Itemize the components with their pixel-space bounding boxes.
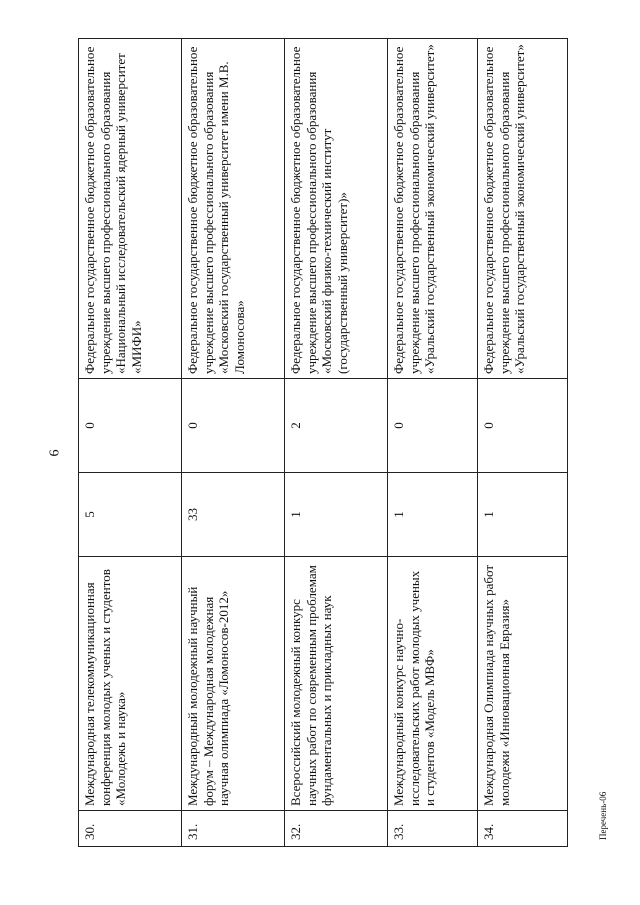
event-name: Международная Олимпиада научных работ молодежи «Инновационная Евразия» [478,557,568,811]
event-name: Международная телекоммуникационная конференция молодых ученых и студентов «Молодежь и наука» [79,557,182,811]
count-2: 0 [478,379,568,473]
count-2: 0 [79,379,182,473]
organizer: Федеральное государственное бюджетное образовательное учреждение высшего профессионального образования «Московский государственный университет имени М.В. Ломоносова» [182,39,285,379]
table-container [78,0,568,905]
row-number: 31. [182,811,285,847]
table-row [478,39,568,847]
row-number: 32. [285,811,388,847]
organizer: Федеральное государственное бюджетное образовательное учреждение высшего профессионального образования «Уральский государственный экономический университет» [388,39,478,379]
event-name: Международный конкурс научно-исследовательских работ молодых ученых и студентов «Модель МВФ» [388,557,478,811]
table-row [285,39,388,847]
table-row [79,39,182,847]
table-row [182,39,285,847]
rotated-page-content [78,39,568,847]
count-2: 2 [285,379,388,473]
footer-code: Перечень-06 [598,791,608,840]
count-1: 1 [478,473,568,557]
organizer: Федеральное государственное бюджетное образовательное учреждение высшего профессионального образования «Московский физико-технический институт (государственный университет)» [285,39,388,379]
row-number: 34. [478,811,568,847]
count-2: 0 [182,379,285,473]
page-number: 6 [47,449,63,457]
row-number: 33. [388,811,478,847]
event-name: Всероссийский молодежный конкурс научных работ по современным проблемам фундаментальных и прикладных наук [285,557,388,811]
table-body [79,39,568,847]
count-1: 33 [182,473,285,557]
count-2: 0 [388,379,478,473]
organizer: Федеральное государственное бюджетное образовательное учреждение высшего профессионального образования «Национальный исследовательский ядерный университет «МИФИ» [79,39,182,379]
table-row [388,39,478,847]
count-1: 1 [285,473,388,557]
event-name: Международный молодежный научный форум – Международная молодежная научная олимпиада «Ломоносов-2012» [182,557,285,811]
organizer: Федеральное государственное бюджетное образовательное учреждение высшего профессионального образования «Уральский государственный экономический университет» [478,39,568,379]
row-number: 30. [79,811,182,847]
count-1: 1 [388,473,478,557]
count-1: 5 [79,473,182,557]
competitions-table [78,38,568,847]
